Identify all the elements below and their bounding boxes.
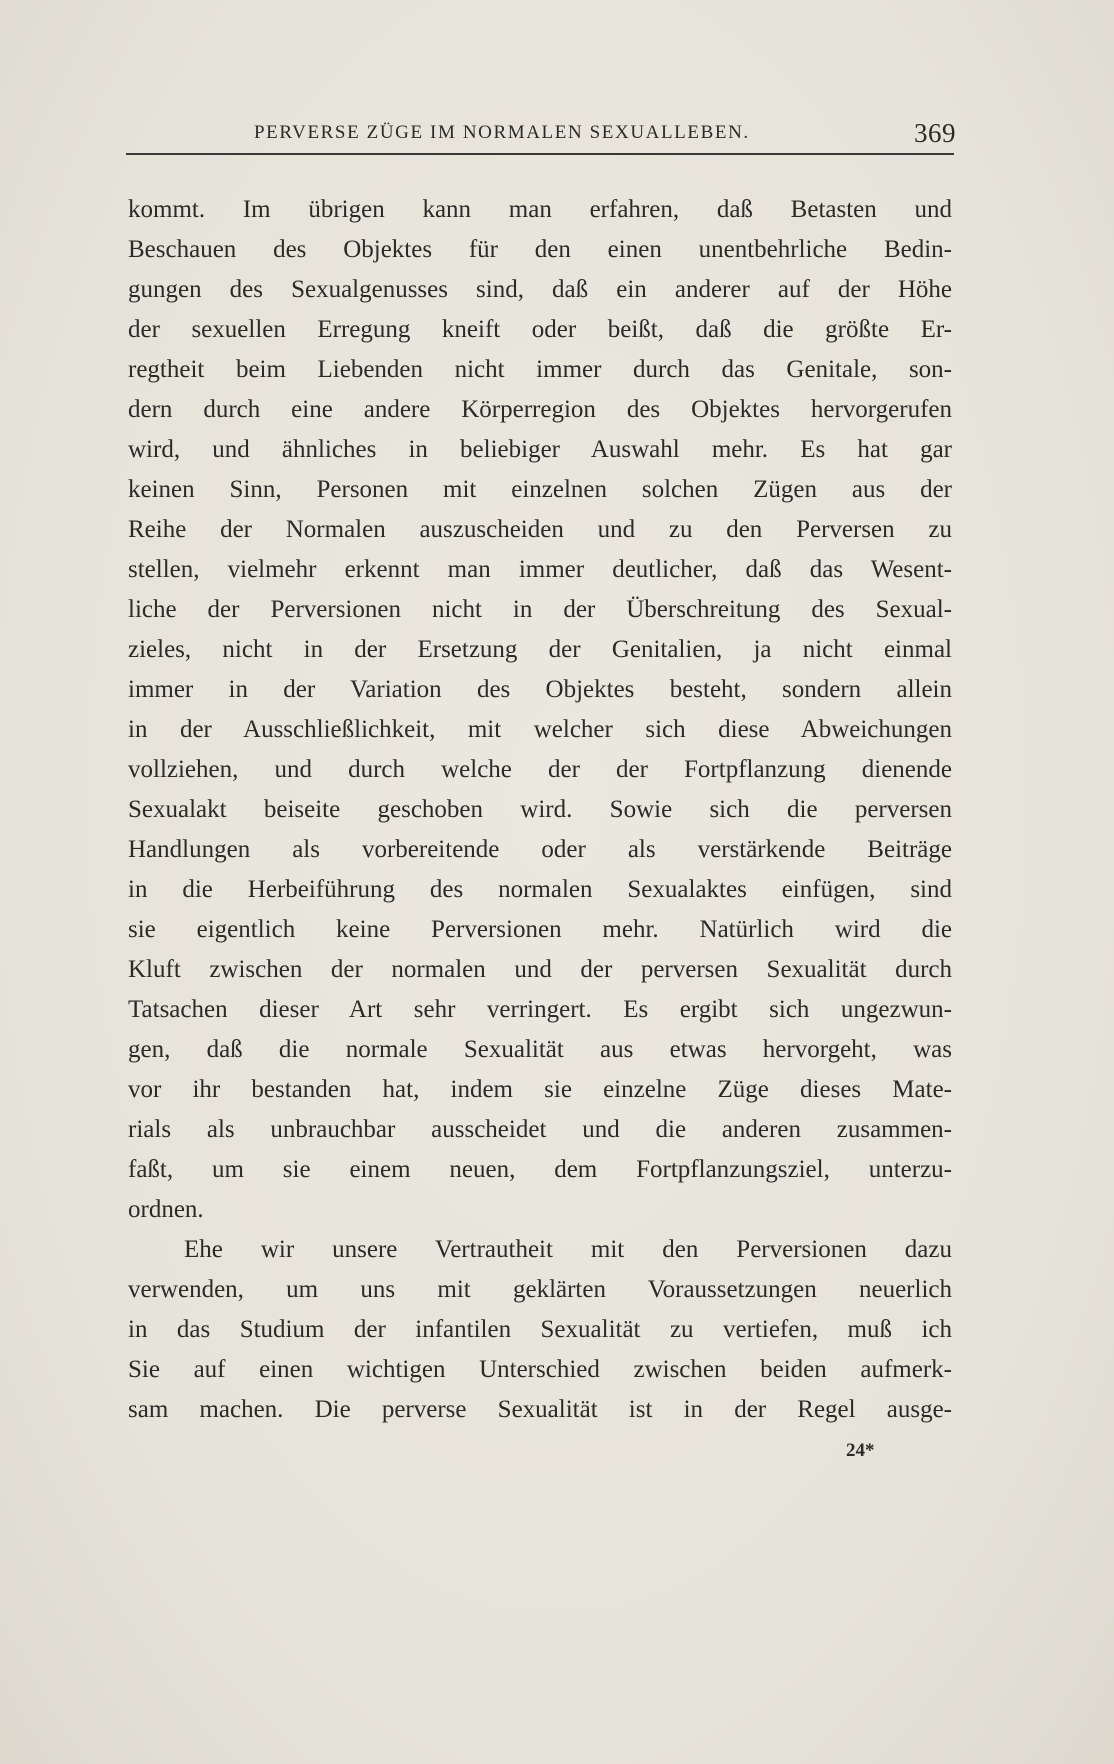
text-line: gungen des Sexualgenusses sind, daß ein anderer auf der Höhe <box>128 276 952 303</box>
text-line: in die Herbeiführung des normalen Sexualaktes einfügen, sind <box>128 876 952 903</box>
text-line: faßt, um sie einem neuen, dem Fortpflanzungsziel, unterzu- <box>128 1156 952 1183</box>
text-line: sie eigentlich keine Perversionen mehr. Natürlich wird die <box>128 916 952 943</box>
text-line: zieles, nicht in der Ersetzung der Genitalien, ja nicht einmal <box>128 636 952 663</box>
text-line: Handlungen als vorbereitende oder als verstärkende Beiträge <box>128 836 952 863</box>
text-line: wird, und ähnliches in beliebiger Auswahl mehr. Es hat gar <box>128 436 952 463</box>
text-line: regtheit beim Liebenden nicht immer durch das Genitale, son- <box>128 356 952 383</box>
running-title: PERVERSE ZÜGE IM NORMALEN SEXUALLEBEN. <box>254 122 750 143</box>
text-line: sam machen. Die perverse Sexualität ist in der Regel ausge- <box>128 1396 952 1423</box>
text-line: liche der Perversionen nicht in der Überschreitung des Sexual- <box>128 596 952 623</box>
text-line: keinen Sinn, Personen mit einzelnen solchen Zügen aus der <box>128 476 952 503</box>
text-line: Sie auf einen wichtigen Unterschied zwischen beiden aufmerk- <box>128 1356 952 1383</box>
page-header <box>126 118 956 152</box>
text-line: rials als unbrauchbar ausscheidet und die anderen zusammen- <box>128 1116 952 1143</box>
text-line: der sexuellen Erregung kneift oder beißt, daß die größte Er- <box>128 316 952 343</box>
text-line-paragraph-end: ordnen. <box>128 1196 204 1223</box>
text-line: immer in der Variation des Objektes besteht, sondern allein <box>128 676 952 703</box>
text-line: vor ihr bestanden hat, indem sie einzelne Züge dieses Mate- <box>128 1076 952 1103</box>
text-line: gen, daß die normale Sexualität aus etwas hervorgeht, was <box>128 1036 952 1063</box>
body-text <box>128 190 952 1430</box>
text-line: dern durch eine andere Körperregion des Objektes hervorgerufen <box>128 396 952 423</box>
text-line: vollziehen, und durch welche der der Fortpflanzung dienende <box>128 756 952 783</box>
text-line: Kluft zwischen der normalen und der perversen Sexualität durch <box>128 956 952 983</box>
text-line-paragraph-start: Ehe wir unsere Vertrautheit mit den Perversionen dazu <box>184 1236 952 1263</box>
text-line: verwenden, um uns mit geklärten Voraussetzungen neuerlich <box>128 1276 952 1303</box>
page-number: 369 <box>914 118 956 148</box>
signature-mark: 24* <box>846 1440 875 1461</box>
text-line: kommt. Im übrigen kann man erfahren, daß Betasten und <box>128 196 952 223</box>
text-line: stellen, vielmehr erkennt man immer deutlicher, daß das Wesent- <box>128 556 952 583</box>
text-line: Reihe der Normalen auszuscheiden und zu den Perversen zu <box>128 516 952 543</box>
header-rule <box>126 153 954 155</box>
text-line: in der Ausschließlichkeit, mit welcher sich diese Abweichungen <box>128 716 952 743</box>
text-line: Sexualakt beiseite geschoben wird. Sowie sich die perversen <box>128 796 952 823</box>
text-line: in das Studium der infantilen Sexualität zu vertiefen, muß ich <box>128 1316 952 1343</box>
text-line: Beschauen des Objektes für den einen unentbehrliche Bedin- <box>128 236 952 263</box>
text-line: Tatsachen dieser Art sehr verringert. Es ergibt sich ungezwun- <box>128 996 952 1023</box>
